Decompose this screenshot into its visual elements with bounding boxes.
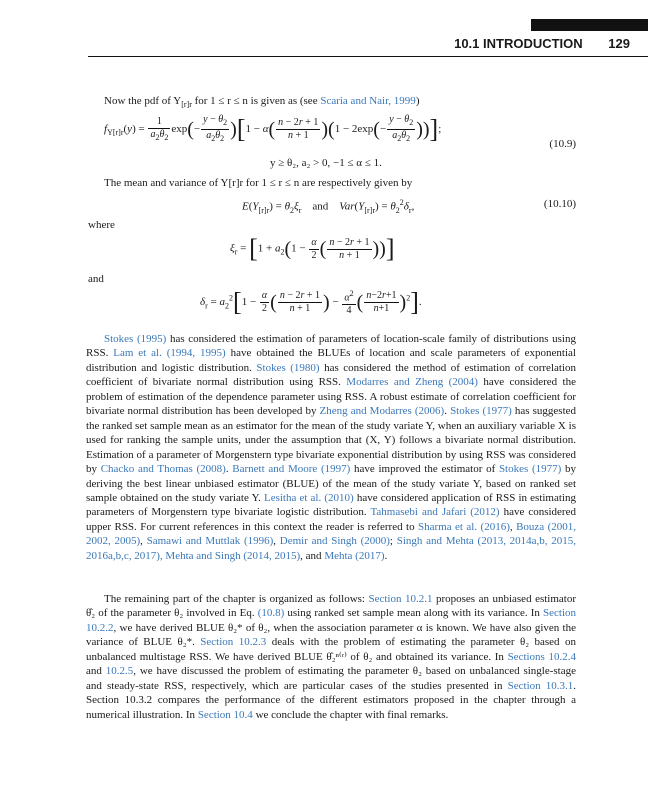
paragraph-text: deals with the problem of estimating the parameter θ₂ based on unbalanced multistage RSS. We have derived BLUE θ̂₂ⁿ⁽ʳ⁾ of θ₂ and obtained its variance. In: [86, 636, 576, 663]
reference-link[interactable]: Stokes (1995): [104, 333, 167, 345]
and-label: and: [88, 273, 104, 285]
paragraph-text: has considered the method of estimation of correlation coefficient of bivariate normal distribution using RSS.: [86, 361, 576, 389]
paragraph-text: using ranked set sample mean along with its variance. In: [284, 607, 543, 620]
mean-variance-line: The mean and variance of Y[r]r for 1 ≤ r ≤ n are respectively given by: [104, 177, 413, 189]
equation-number-10-9: (10.9): [549, 138, 576, 150]
reference-link[interactable]: Chacko and Thomas (2008): [100, 463, 226, 476]
paragraph-text: ;: [389, 535, 397, 548]
reference-link[interactable]: Section 10.2.1: [368, 593, 433, 605]
paragraph-text: , and: [300, 549, 325, 562]
equation-10-9: $f_{Y[r]r}(y)$ = $\frac{1}{a_2\theta_2}$ exp(− $\frac{y - \theta_2}{a_2\theta_2}$ )[1 − α( $\frac{n - 2r + 1}{n + 1}$ )(1 − 2exp(− $\frac{y - \theta_2}{a_2\theta_2}$ ))];: [104, 114, 442, 144]
reference-link[interactable]: Modarres and Zheng (2004): [346, 376, 478, 389]
page-number: 129: [608, 36, 630, 51]
paragraph-text: ,: [140, 535, 147, 548]
paragraph-text: . Section 10.3.2 compares the performance of the different estimators proposed in the chapter through a numerical illustration. In: [86, 679, 577, 721]
paragraph-text: proposes an unbiased estimator θ̂₂ of the parameter θ₂ involved in Eq.: [86, 593, 577, 620]
reference-link[interactable]: Zheng and Modarres (2006): [319, 405, 445, 418]
paragraph-text: by deriving the best linear unbiased estimator (BLUE) of the mean of the study variate Y, based on ranked set sample obtained on the study variate Y.: [86, 463, 576, 504]
reference-link[interactable]: Stokes (1977): [498, 463, 562, 476]
reference-link[interactable]: Section 10.3.1: [507, 679, 574, 692]
paragraph-text: have considered upper RSS. For current references in this context the reader is referred to: [86, 506, 576, 533]
reference-link[interactable]: Stokes (1980): [256, 361, 320, 374]
reference-link[interactable]: Sections 10.2.4: [507, 650, 576, 663]
reference-link[interactable]: Singh and Mehta (2013, 2014a,b, 2015, 2016a,b,c, 2017), Mehta and Singh (2014, 2015): [86, 535, 577, 562]
intro-close: ): [415, 95, 420, 107]
section-title: 10.1 INTRODUCTION: [454, 36, 583, 51]
paragraph-text: ,: [273, 535, 280, 548]
where-label: where: [88, 219, 115, 231]
reference-link[interactable]: Stokes (1977): [450, 405, 512, 418]
xi-equation: $\xi_r = [1 + a_2(1$ − $\frac{\alpha}{2}$ ( $\frac{n - 2r + 1}{n + 1}$ ))]: [230, 234, 395, 263]
equation-10-10: $E(Y_{[r]r}) = \theta_2\xi_r$ and $Var(Y_{[r]r}) = \theta_2^2\delta_r$,: [242, 198, 415, 215]
reference-link[interactable]: Bouza (2001, 2002, 2005): [86, 520, 577, 548]
reference-link[interactable]: Section 10.2.2: [86, 607, 576, 634]
paragraph-text: ,: [509, 520, 517, 533]
intro-text: Now the pdf of Y: [104, 95, 182, 107]
reference-link[interactable]: Sharma et al. (2016): [418, 520, 510, 533]
paragraph-text: .: [384, 549, 388, 562]
equation-10-9-condition: y ≥ θ₂, a₂ > 0, −1 ≤ α ≤ 1.: [270, 157, 382, 169]
delta-equation: $\delta_r = a_2^2[1$ − $\frac{\alpha}{2}$ ( $\frac{n - 2r + 1}{n + 1}$ ) − $\frac{\alpha^2}{4}$ ( $\frac{n-2r+1}{n+1}$ )$^2$].: [200, 287, 422, 317]
paragraph-text: .: [225, 463, 233, 476]
and-word: and: [312, 200, 329, 213]
reference-link[interactable]: (10.8): [257, 607, 285, 620]
paragraph-text: have considered the problem of estimation of the dependence parameter using RSS. A robust estimate of correlation coefficient for bivariate normal distribution has been developed by: [86, 376, 576, 418]
intro-text-2: for 1 ≤ r ≤ n is given as (see: [191, 95, 321, 107]
paragraph-text: The remaining part of the chapter is organized as follows:: [104, 593, 369, 605]
reference-link[interactable]: Samawi and Muttlak (1996): [146, 535, 274, 548]
paragraph-text: we conclude the chapter with final remarks.: [252, 708, 449, 721]
header-rule: [88, 56, 648, 57]
intro-line: [104, 95, 419, 111]
paragraph-text: , we have derived BLUE θ₂* of θ₂, when the association parameter α is known. We have also given the variance of BLUE θ₂*.: [86, 621, 576, 649]
paragraph-2: [86, 592, 576, 722]
paragraph-text: have obtained the BLUEs of location and scale parameters of exponential distribution and logistic distribution.: [86, 347, 576, 374]
reference-link[interactable]: Section 10.4: [197, 708, 253, 721]
reference-link[interactable]: 10.2.5: [105, 665, 134, 678]
reference-link[interactable]: Lesitha et al. (2010): [263, 491, 354, 504]
header-bar: [531, 19, 648, 31]
paragraph-text: .: [444, 405, 451, 418]
paragraph-1: [86, 332, 576, 563]
intro-sub: [r]r: [181, 100, 192, 110]
reference-link[interactable]: Barnett and Moore (1997): [232, 463, 351, 476]
running-header: [454, 36, 630, 51]
citation-link[interactable]: Scaria and Nair, 1999: [320, 95, 416, 107]
reference-link[interactable]: Lam et al. (1994, 1995): [113, 347, 226, 360]
paragraph-text: and: [86, 665, 106, 678]
reference-link[interactable]: Section 10.2.3: [200, 636, 267, 649]
paragraph-text: , we have discussed the problem of estimating the parameter θ₂ based on unbalanced single-stage and steady-state RSS, respectively, which are particular cases of the studies presented in: [86, 665, 576, 692]
paragraph-text: has considered the estimation of parameters of location-scale family of distributions using RSS.: [86, 333, 576, 360]
equation-number-10-10: (10.10): [543, 198, 576, 210]
reference-link[interactable]: Tahmasebi and Jafari (2012): [370, 506, 500, 519]
paragraph-text: has suggested the ranked set sample mean as an estimator for the mean of the study variate Y, when an auxiliary variable X is used for ranking the sample units, under the assumption that (X, Y) follows a bivariate normal distribution. Estimation of a parameter of Morgenstern type bivariate exponential distribution by using RSS was considered by: [86, 405, 577, 476]
paragraph-text: have considered application of RSS in estimating parameters of Morgenstern type bivariate logistic distribution.: [86, 491, 576, 519]
reference-link[interactable]: Mehta (2017): [324, 549, 385, 562]
reference-link[interactable]: Demir and Singh (2000): [279, 535, 390, 548]
paragraph-text: have improved the estimator of: [350, 463, 499, 476]
